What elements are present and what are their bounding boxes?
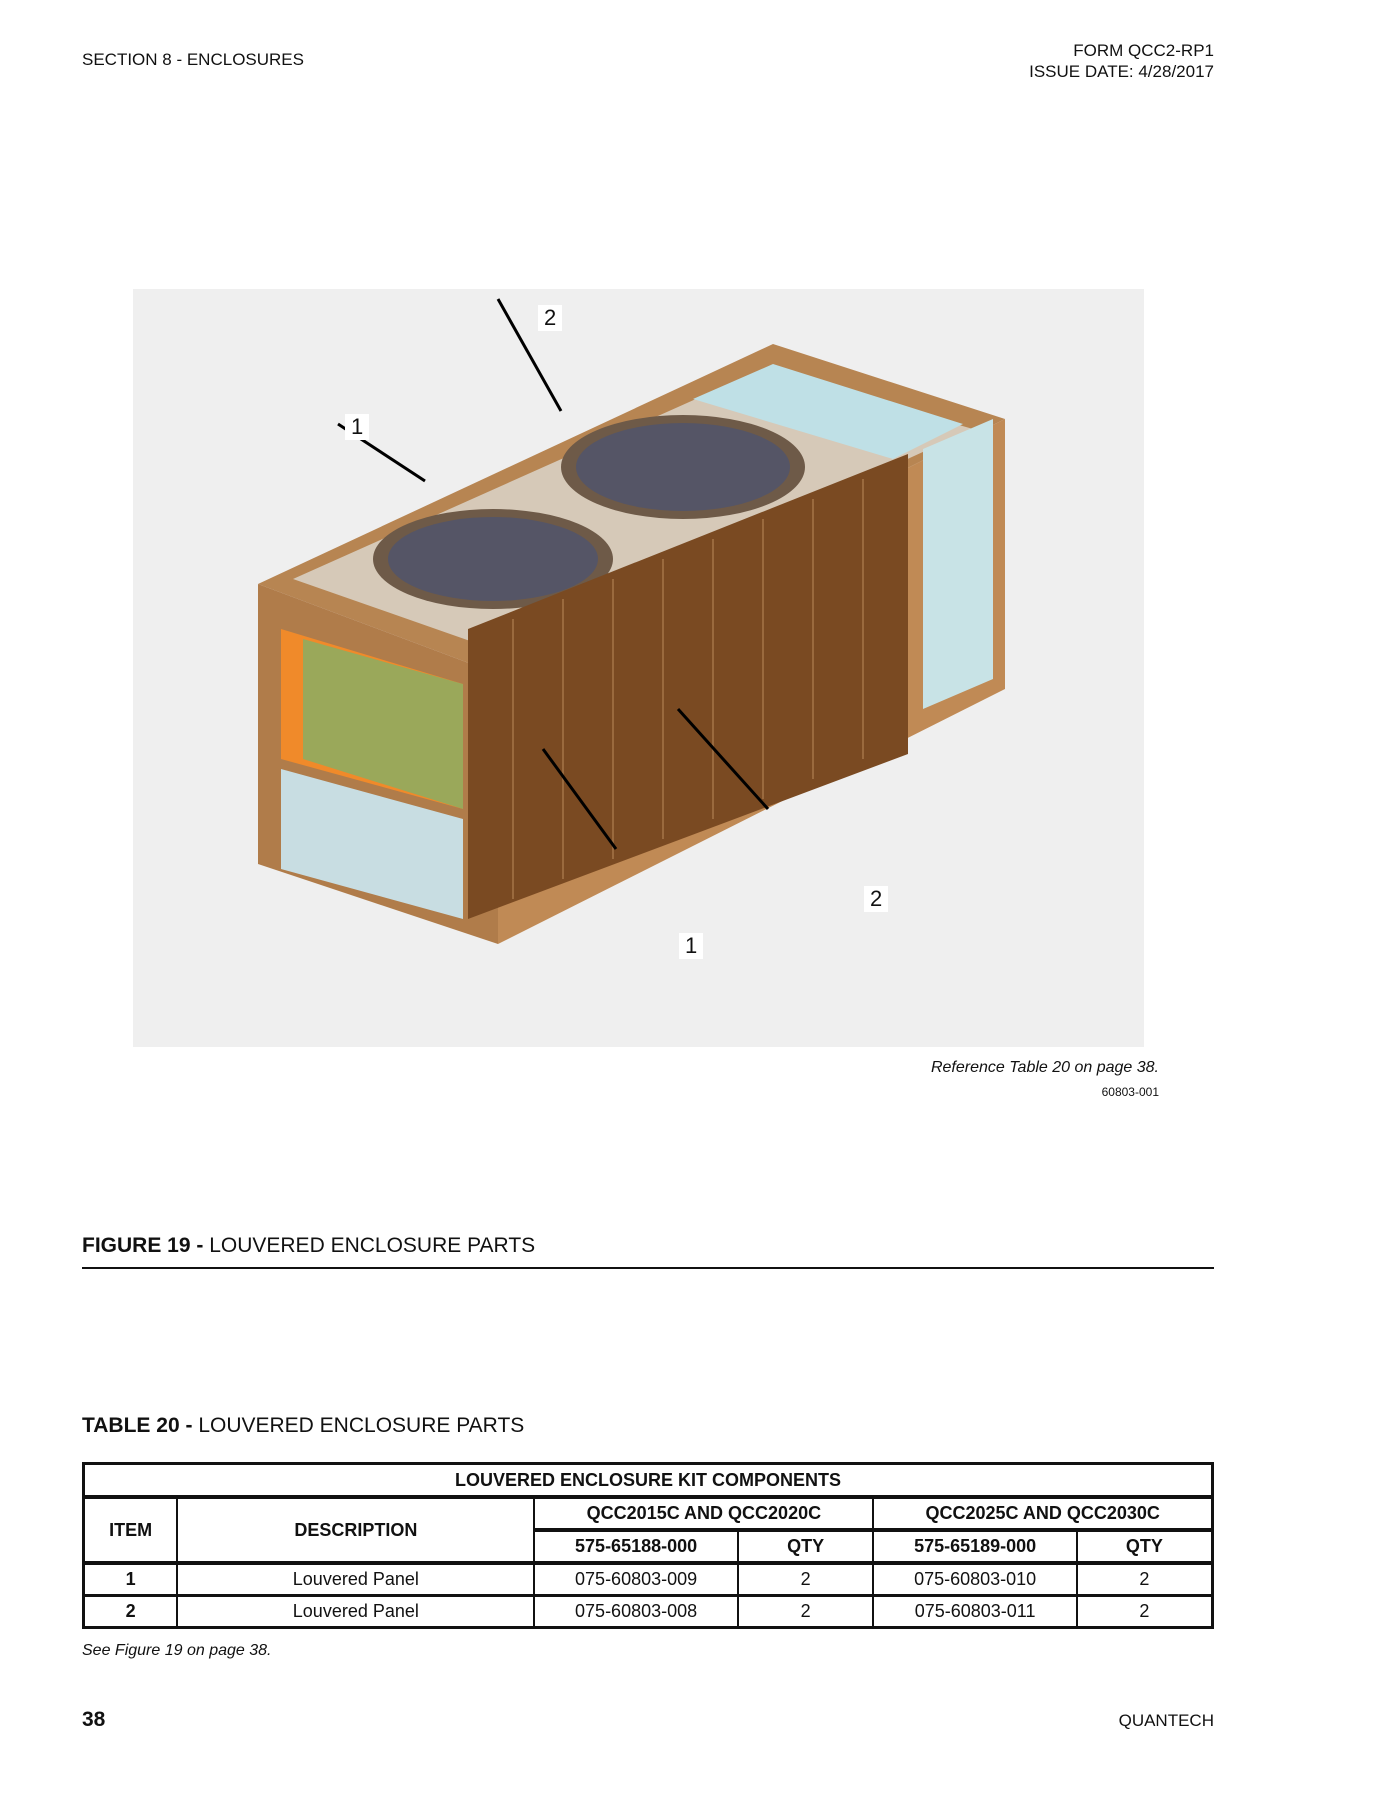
cell-description: Louvered Panel (177, 1596, 534, 1628)
cell-qty-1: 2 (738, 1596, 874, 1628)
brand-name: QUANTECH (1118, 1711, 1214, 1730)
issue-date: ISSUE DATE: 4/28/2017 (1029, 62, 1214, 81)
figure-caption (82, 1234, 535, 1258)
cell-qty-1: 2 (738, 1563, 874, 1596)
form-info (1029, 40, 1214, 82)
callout-label: 1 (345, 414, 369, 440)
col-group-qcc2025-2030: QCC2025C AND QCC2030C (873, 1497, 1212, 1530)
table-caption (82, 1414, 524, 1438)
figure-caption-text: LOUVERED ENCLOSURE PARTS (209, 1234, 536, 1257)
page-number: 38 (82, 1708, 106, 1731)
cell-item: 1 (84, 1563, 178, 1596)
col-kit-2: 575-65189-000 (873, 1530, 1076, 1563)
section-header: SECTION 8 - ENCLOSURES (82, 50, 304, 69)
table-row (84, 1596, 1213, 1628)
col-qty-1: QTY (738, 1530, 874, 1563)
figure-reference: Reference Table 20 on page 38. (930, 1059, 1159, 1076)
table-caption-text: LOUVERED ENCLOSURE PARTS (198, 1414, 525, 1437)
col-kit-1: 575-65188-000 (534, 1530, 737, 1563)
cell-part-2: 075-60803-011 (873, 1596, 1076, 1628)
figure-id: 60803-001 (1101, 1085, 1159, 1099)
col-item: ITEM (84, 1497, 178, 1563)
parts-table (82, 1462, 1214, 1629)
cell-qty-2: 2 (1077, 1596, 1213, 1628)
col-qty-2: QTY (1077, 1530, 1213, 1563)
callout-label: 2 (538, 305, 562, 331)
cell-description: Louvered Panel (177, 1563, 534, 1596)
col-group-qcc2015-2020: QCC2015C AND QCC2020C (534, 1497, 873, 1530)
callout-label: 2 (864, 886, 888, 912)
table-caption-number: TABLE 20 - (82, 1414, 193, 1437)
cell-part-2: 075-60803-010 (873, 1563, 1076, 1596)
cell-qty-2: 2 (1077, 1563, 1213, 1596)
table-title: LOUVERED ENCLOSURE KIT COMPONENTS (84, 1464, 1213, 1498)
caption-rule (82, 1267, 1214, 1269)
cell-item: 2 (84, 1596, 178, 1628)
callout-label: 1 (679, 933, 703, 959)
table-note: See Figure 19 on page 38. (82, 1642, 272, 1659)
cell-part-1: 075-60803-008 (534, 1596, 737, 1628)
figure-caption-number: FIGURE 19 - (82, 1234, 204, 1257)
form-number: FORM QCC2-RP1 (1073, 41, 1214, 60)
table-row (84, 1563, 1213, 1596)
col-description: DESCRIPTION (177, 1497, 534, 1563)
cell-part-1: 075-60803-009 (534, 1563, 737, 1596)
enclosure-illustration (133, 289, 1144, 1047)
